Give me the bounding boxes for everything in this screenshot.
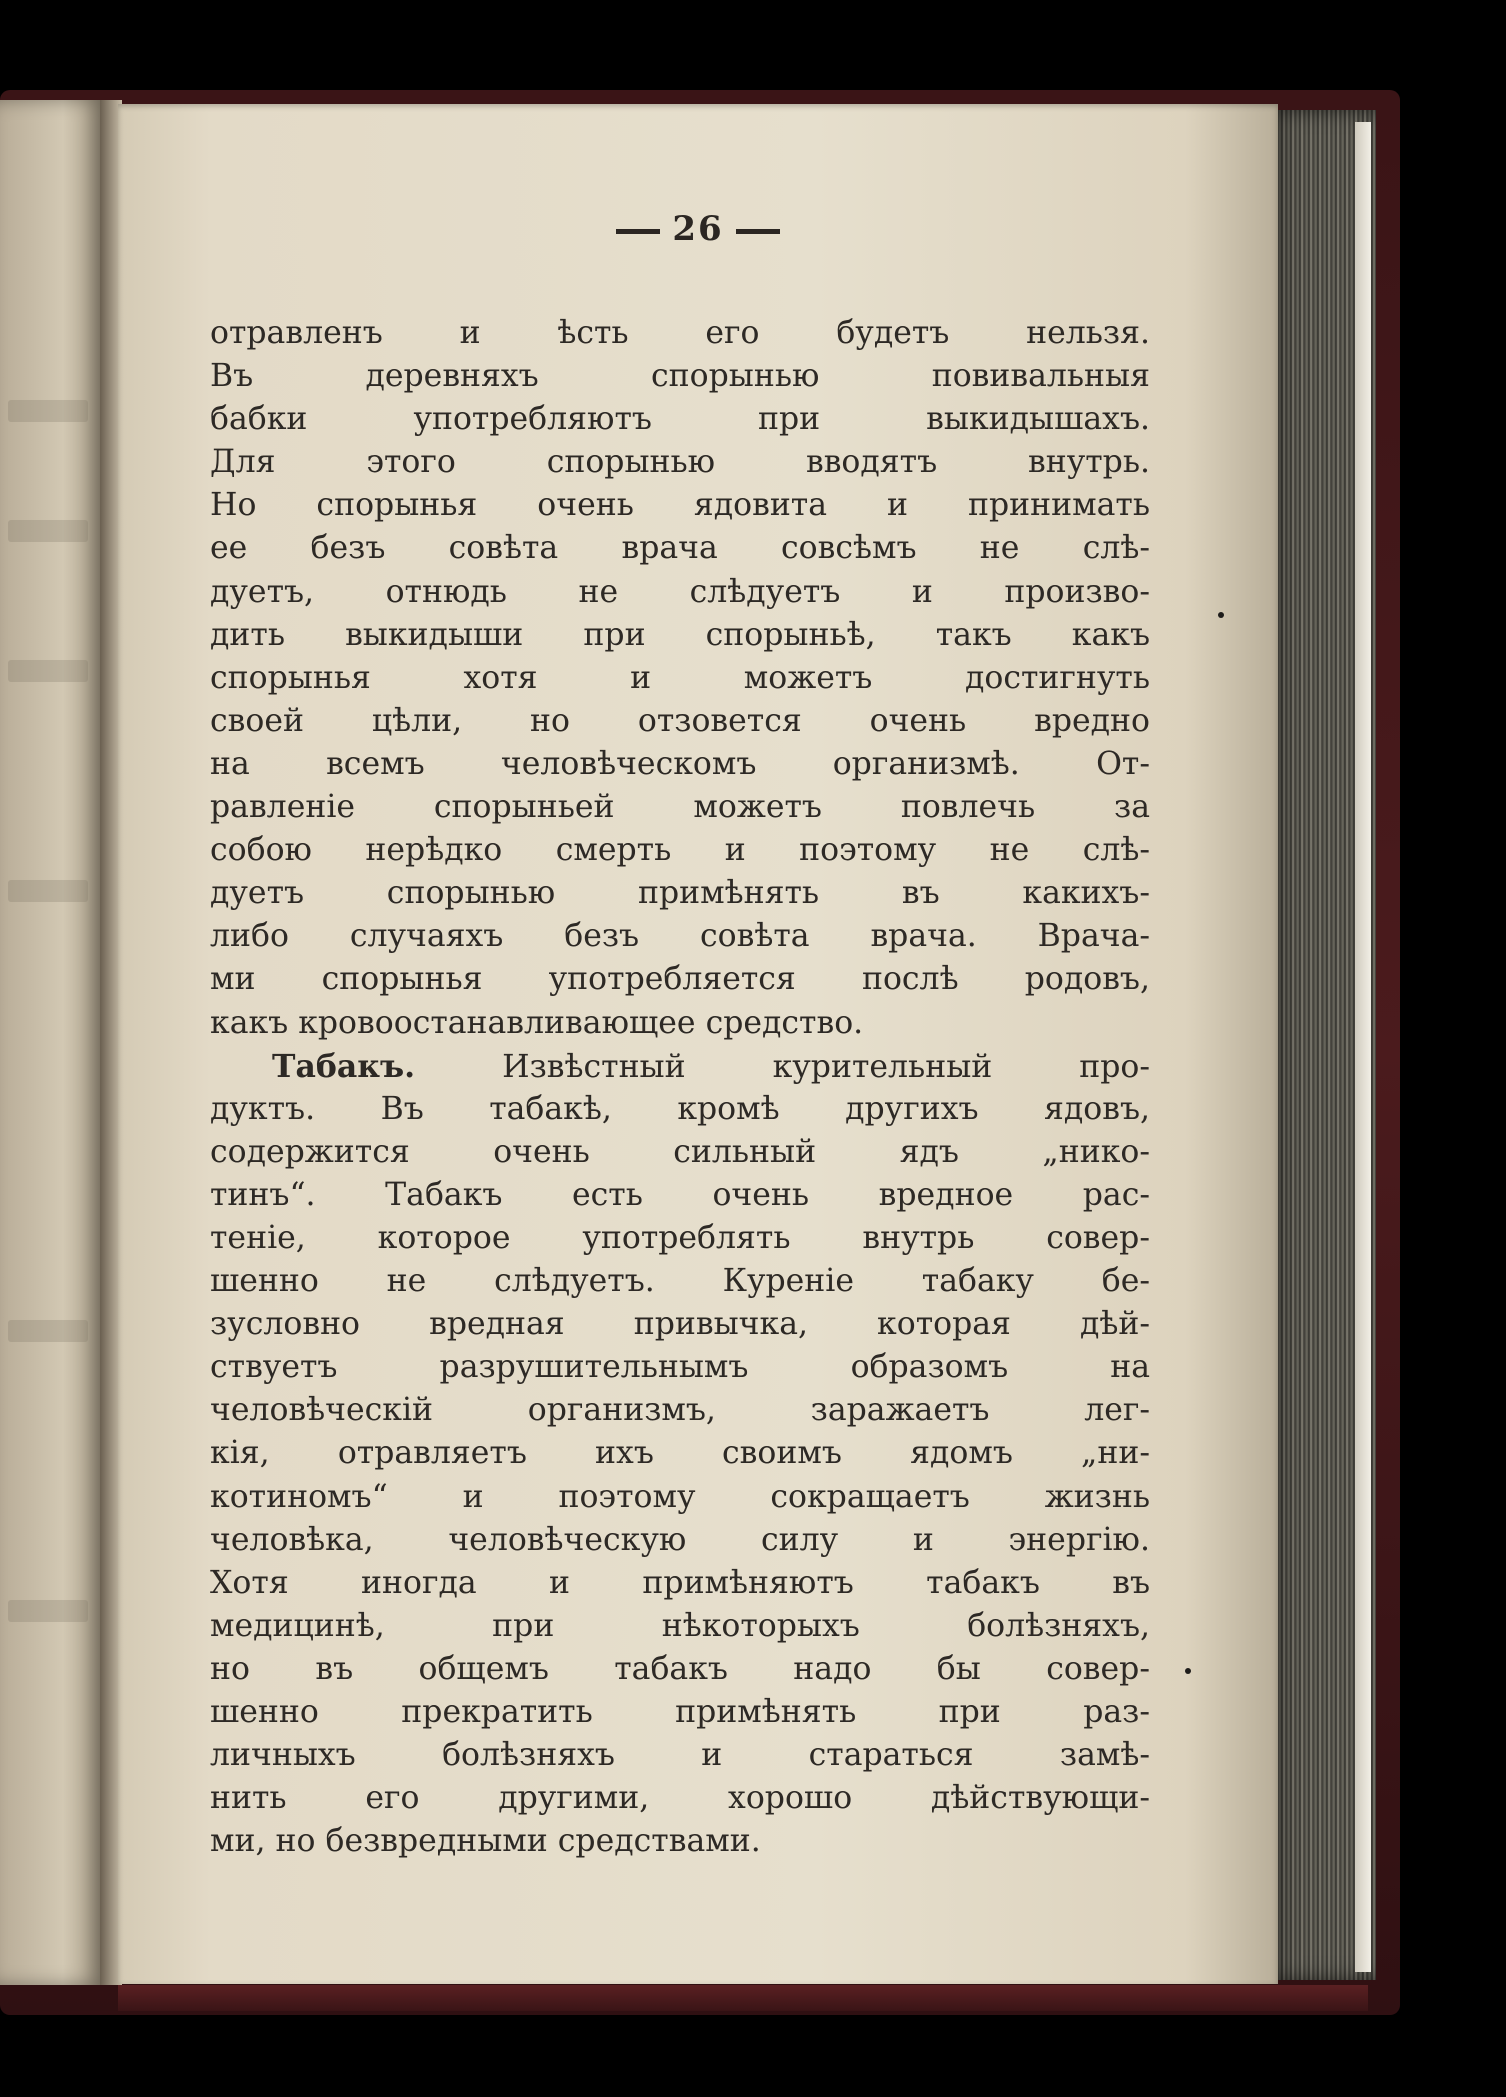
text-line: тинъ“. Табакъ есть очень вредное рас-: [210, 1176, 1150, 1213]
cover-bottom-edge: [118, 1985, 1368, 2011]
text-line: шенно прекратить примѣнять при раз-: [210, 1694, 1150, 1730]
text-line: Но спорынья очень ядовита и принимать: [210, 487, 1150, 524]
text-line: бабки употребляютъ при выкидышахъ.: [210, 401, 1150, 438]
text-line: теніе, которое употреблять внутрь совер-: [210, 1219, 1150, 1256]
paragraph-heading-tabak: Табакъ.: [272, 1047, 416, 1085]
bleed-through-mark: [8, 660, 88, 682]
bleed-through-mark: [8, 1600, 88, 1622]
dust-speck: [1185, 1668, 1191, 1674]
text-line: своей цѣли, но отзовется очень вредно: [210, 702, 1150, 739]
text-line: дуетъ, отнюдь не слѣдуетъ и произво-: [210, 573, 1150, 610]
page-body-text: [210, 312, 1150, 1863]
bleed-through-mark: [8, 1320, 88, 1342]
text-line: но въ общемъ табакъ надо бы совер-: [210, 1650, 1150, 1687]
text-line: ми, но безвредными средствами.: [210, 1823, 761, 1860]
text-line: ми спорынья употребляется послѣ родовъ,: [210, 961, 1150, 998]
text-line: кія, отравляетъ ихъ своимъ ядомъ „ни-: [210, 1435, 1150, 1472]
text-line: ее безъ совѣта врача совсѣмъ не слѣ-: [210, 530, 1150, 567]
text-line: равленіе спорыньей можетъ повлечь за: [210, 789, 1150, 826]
text-line: спорынья хотя и можетъ достигнуть: [210, 659, 1150, 696]
text-line: дить выкидыши при спорыньѣ, такъ какъ: [210, 616, 1150, 653]
text-line: Хотя иногда и примѣняютъ табакъ въ: [210, 1564, 1150, 1601]
text-line: медицинѣ, при нѣкоторыхъ болѣзняхъ,: [210, 1607, 1150, 1644]
text-line: шенно не слѣдуетъ. Куреніе табаку бе-: [210, 1263, 1150, 1300]
text-line: Въ деревняхъ спорынью повивальныя: [210, 358, 1150, 395]
text-line: Для этого спорынью вводятъ внутрь.: [210, 444, 1150, 481]
paragraph-lead-rest: Извѣстный курительный про-: [415, 1048, 1150, 1085]
bleed-through-mark: [8, 880, 88, 902]
bleed-through-mark: [8, 520, 88, 542]
text-line: на всемъ человѣческомъ организмѣ. От-: [210, 745, 1150, 782]
page-number-dash-right: [736, 229, 780, 234]
page-number-value: 26: [672, 209, 724, 249]
text-line: личныхъ болѣзняхъ и стараться замѣ-: [210, 1737, 1150, 1774]
text-line: нить его другими, хорошо дѣйствующи-: [210, 1780, 1150, 1817]
text-line: котиномъ“ и поэтому сокращаетъ жизнь: [210, 1478, 1150, 1515]
text-line: собою нерѣдко смерть и поэтому не слѣ-: [210, 832, 1150, 869]
paragraph-lead-line: [210, 1045, 1150, 1088]
bleed-through-mark: [8, 400, 88, 422]
text-line: либо случаяхъ безъ совѣта врача. Врача-: [210, 918, 1150, 955]
page-number-dash-left: [616, 229, 660, 234]
text-line: дуктъ. Въ табакѣ, кромѣ другихъ ядовъ,: [210, 1090, 1150, 1127]
dust-speck: [1218, 612, 1224, 618]
left-facing-page: [0, 100, 105, 1985]
text-line: человѣческій организмъ, заражаетъ лег-: [210, 1392, 1150, 1429]
page-edge-highlight: [1355, 122, 1371, 1972]
page-number: [118, 209, 1278, 249]
text-line: дуетъ спорынью примѣнять въ какихъ-: [210, 875, 1150, 912]
text-line: ствуетъ разрушительнымъ образомъ на: [210, 1349, 1150, 1386]
printed-page: [118, 104, 1278, 1984]
text-line: какъ кровоостанавливающее средство.: [210, 1004, 864, 1041]
text-line: зусловно вредная привычка, которая дѣй-: [210, 1306, 1150, 1343]
text-line: содержится очень сильный ядъ „нико-: [210, 1133, 1150, 1170]
text-line: человѣка, человѣческую силу и энергію.: [210, 1521, 1150, 1558]
text-line: отравленъ и ѣсть его будетъ нельзя.: [210, 315, 1150, 351]
